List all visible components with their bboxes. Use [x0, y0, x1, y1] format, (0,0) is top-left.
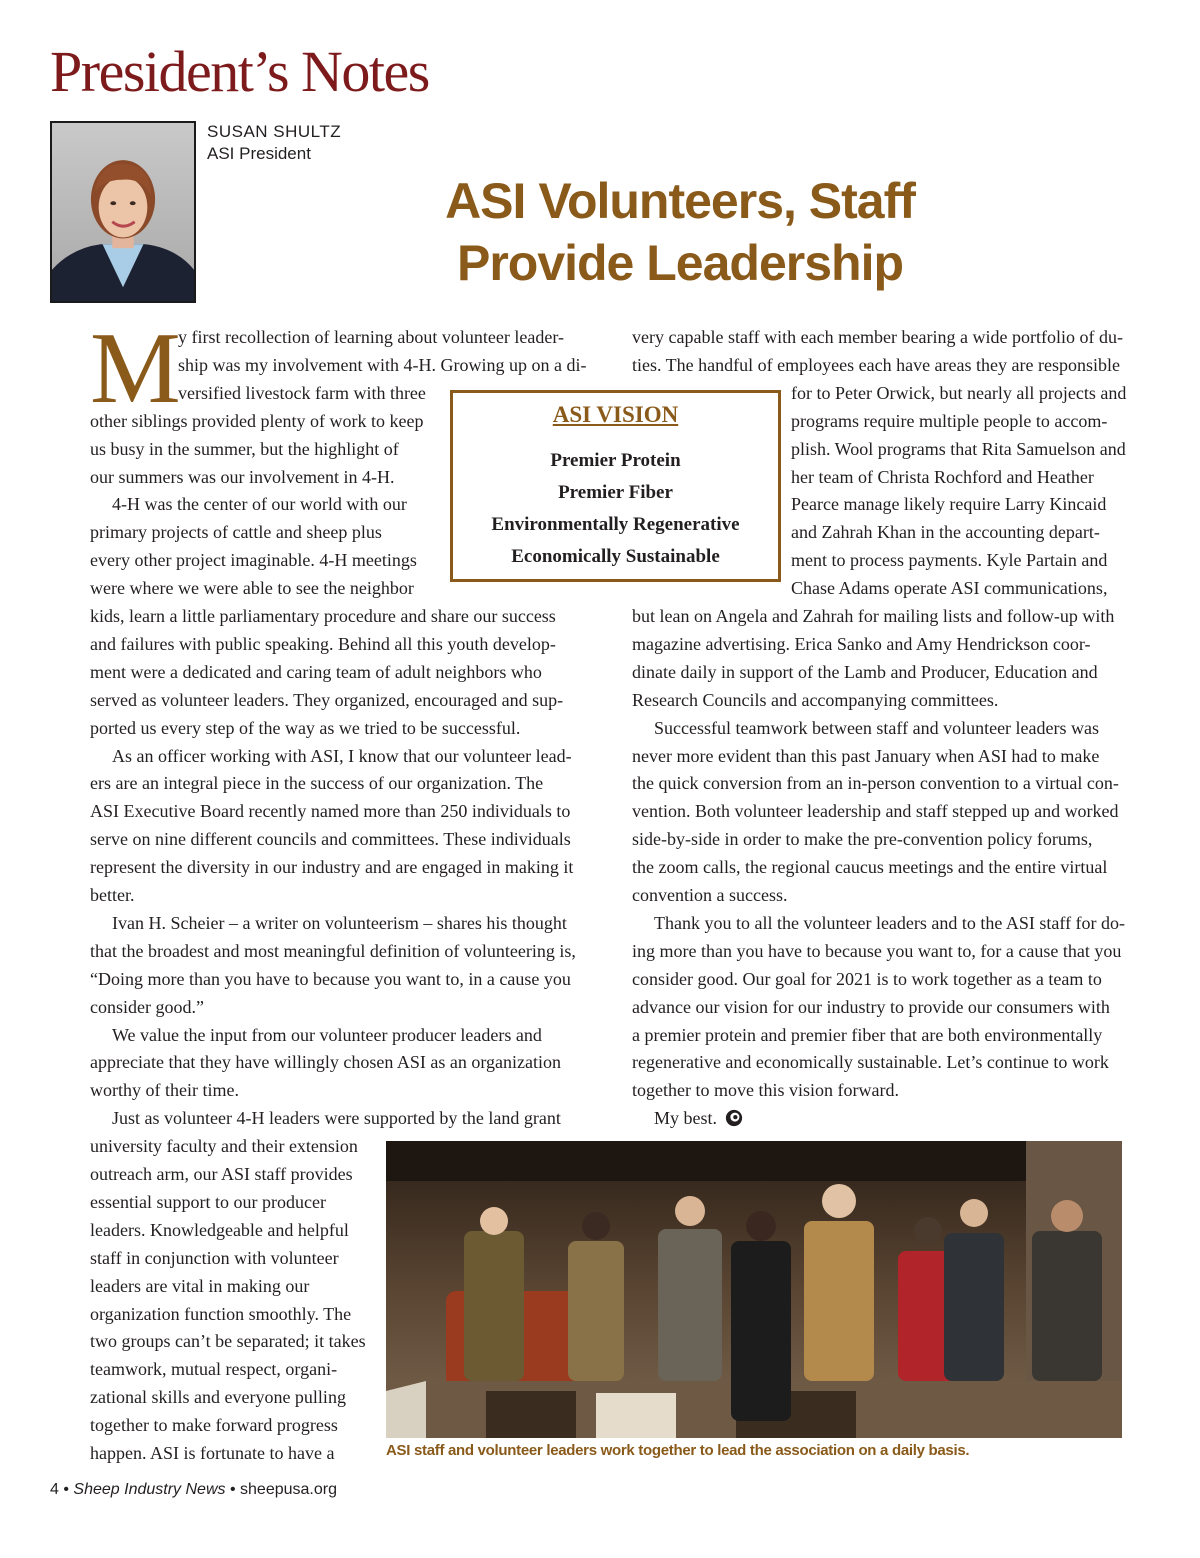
vision-item: Economically Sustainable: [511, 546, 720, 567]
body-text-line: plish. Wool programs that Rita Samuelson and: [791, 438, 1126, 459]
body-text-line: kids, learn a little parliamentary procedure and share our success: [90, 606, 556, 626]
body-text-line: and Zahrah Khan in the accounting depart-: [791, 522, 1100, 543]
body-text-line: 4-H was the center of our world with our: [112, 494, 407, 515]
body-text-line: the zoom calls, the regional caucus meetings and the entire virtual: [632, 857, 1108, 878]
byline: [207, 121, 341, 165]
body-text-line: ASI Executive Board recently named more than 250 individuals to: [90, 801, 571, 822]
body-text-line: consider good.”: [90, 996, 204, 1017]
author-name: SUSAN SHULTZ: [207, 122, 342, 141]
body-text-line: Chase Adams operate ASI communications,: [791, 578, 1108, 599]
publication-name: Sheep Industry News: [73, 1481, 226, 1498]
body-text-line: teamwork, mutual respect, organi-: [90, 1359, 338, 1380]
body-text-line: university faculty and their extension: [90, 1136, 358, 1157]
page-footer: [50, 1478, 337, 1502]
body-text-line: Ivan H. Scheier – a writer on volunteerism – shares his thought: [112, 912, 567, 933]
body-text-line: leaders are vital in making our: [90, 1275, 310, 1296]
body-text-line: staff in conjunction with volunteer: [90, 1247, 339, 1268]
body-text-line: versified livestock farm with three: [178, 382, 426, 403]
page-number: 4: [50, 1481, 59, 1498]
body-text-line: magazine advertising. Erica Sanko and Amy Hendrickson coor-: [632, 633, 1091, 654]
body-text-line: regenerative and economically sustainable. Let’s continue to work: [632, 1052, 1109, 1073]
author-title: ASI President: [207, 144, 311, 163]
body-text-line: served as volunteer leaders. They organized, encouraged and sup-: [90, 689, 564, 710]
vision-item: Premier Fiber: [558, 482, 673, 503]
vision-title: ASI VISION: [552, 402, 679, 427]
body-text-line: organization function smoothly. The: [90, 1303, 352, 1324]
body-text-line: but lean on Angela and Zahrah for mailing lists and follow-up with: [632, 606, 1115, 626]
body-text-line: dinate daily in support of the Lamb and Producer, Education and: [632, 661, 1098, 682]
footer-separator: •: [63, 1481, 69, 1498]
body-text-line: ship was my involvement with 4-H. Growing up on a di-: [178, 354, 587, 375]
photo-caption: ASI staff and volunteer leaders work together to lead the association on a daily basis.: [386, 1442, 970, 1459]
body-text-line: for to Peter Orwick, but nearly all projects and: [791, 382, 1127, 403]
body-text-line: ing more than you have to because you want to, for a cause that you: [632, 940, 1122, 961]
body-text-line: outreach arm, our ASI staff provides: [90, 1164, 353, 1184]
body-text-line: vention. Both volunteer leadership and staff stepped up and worked: [632, 801, 1119, 822]
body-text-line: appreciate that they have willingly chosen ASI as an organization: [90, 1052, 562, 1073]
body-text-line: two groups can’t be separated; it takes: [90, 1331, 366, 1352]
body-text-line: ties. The handful of employees each have areas they are responsible: [632, 354, 1120, 375]
body-text-line: ment to process payments. Kyle Partain and: [791, 550, 1108, 571]
body-text-line: other siblings provided plenty of work to keep: [90, 410, 424, 431]
article-headline: [330, 170, 1030, 294]
body-text-line: side-by-side in order to make the pre-convention policy forums,: [632, 829, 1093, 850]
body-text-line: every other project imaginable. 4-H meetings: [90, 550, 417, 571]
author-portrait: [50, 121, 196, 303]
body-text-line: worthy of their time.: [90, 1080, 239, 1101]
body-text-line: y first recollection of learning about volunteer leader-: [178, 327, 564, 347]
asi-logo-icon: [725, 1107, 743, 1125]
body-text-line: serve on nine different councils and committees. These individuals: [90, 829, 571, 850]
body-text-line: her team of Christa Rochford and Heather: [791, 466, 1094, 487]
body-text-line: primary projects of cattle and sheep plus: [90, 522, 382, 543]
body-text-line: happen. ASI is fortunate to have a: [90, 1443, 335, 1463]
body-text-line: represent the diversity in our industry and are engaged in making it: [90, 857, 574, 878]
body-text-line: and failures with public speaking. Behind all this youth develop-: [90, 633, 556, 654]
body-text-line: together to move this vision forward.: [632, 1080, 899, 1101]
body-text-line: essential support to our producer: [90, 1191, 326, 1212]
body-text-line: together to make forward progress: [90, 1415, 338, 1436]
body-text-line: My best.: [654, 1104, 743, 1132]
vision-item: Environmentally Regenerative: [491, 514, 740, 535]
body-text-line: We value the input from our volunteer producer leaders and: [112, 1024, 542, 1045]
section-title: President’s Notes: [50, 39, 429, 104]
body-text-line: Thank you to all the volunteer leaders and to the ASI staff for do-: [654, 912, 1126, 933]
body-text-line: a premier protein and premier fiber that are both environmentally: [632, 1024, 1103, 1045]
body-text-line: advance our vision for our industry to provide our consumers with: [632, 996, 1110, 1017]
headline-line-2: Provide Leadership: [456, 235, 904, 291]
body-text-line: very capable staff with each member bearing a wide portfolio of du-: [632, 327, 1123, 347]
headline-line-1: ASI Volunteers, Staff: [445, 173, 915, 229]
footer-separator: •: [229, 1481, 236, 1498]
website-link[interactable]: sheepusa.org: [240, 1481, 337, 1498]
group-photo: [386, 1141, 1122, 1438]
body-text-line: were where we were able to see the neighbor: [90, 578, 414, 599]
body-text-line: the quick conversion from an in-person convention to a virtual con-: [632, 773, 1119, 794]
body-text-line: us busy in the summer, but the highlight of: [90, 438, 399, 459]
drop-cap: M: [90, 312, 181, 425]
body-text-line: programs require multiple people to accom-: [791, 410, 1108, 431]
body-text-line: our summers was our involvement in 4-H.: [90, 466, 395, 487]
body-text-line: consider good. Our goal for 2021 is to work together as a team to: [632, 968, 1102, 989]
body-text-line: Successful teamwork between staff and volunteer leaders was: [654, 717, 1100, 738]
body-text-line: never more evident than this past January when ASI had to make: [632, 745, 1100, 766]
body-text-line: ported us every step of the way as we tried to be successful.: [90, 717, 521, 738]
body-text-line: ment were a dedicated and caring team of adult neighbors who: [90, 661, 542, 682]
body-text-line: better.: [90, 885, 135, 905]
body-text-line: leaders. Knowledgeable and helpful: [90, 1219, 349, 1240]
body-text-line: Just as volunteer 4-H leaders were supported by the land grant: [112, 1108, 561, 1129]
body-text-line: Pearce manage likely require Larry Kincaid: [791, 494, 1107, 515]
body-text-line: convention a success.: [632, 885, 788, 905]
body-text-line: ers are an integral piece in the success of our organization. The: [90, 773, 544, 794]
body-text-line: zational skills and everyone pulling: [90, 1387, 346, 1408]
body-text-line: that the broadest and most meaningful definition of volunteering is,: [90, 940, 576, 961]
body-text-line: As an officer working with ASI, I know that our volunteer lead-: [112, 745, 572, 766]
vision-sidebar: [450, 390, 781, 582]
body-text-line: Research Councils and accompanying committees.: [632, 689, 999, 710]
body-text-line: “Doing more than you have to because you want to, in a cause you: [90, 968, 571, 989]
vision-item: Premier Protein: [550, 450, 681, 471]
